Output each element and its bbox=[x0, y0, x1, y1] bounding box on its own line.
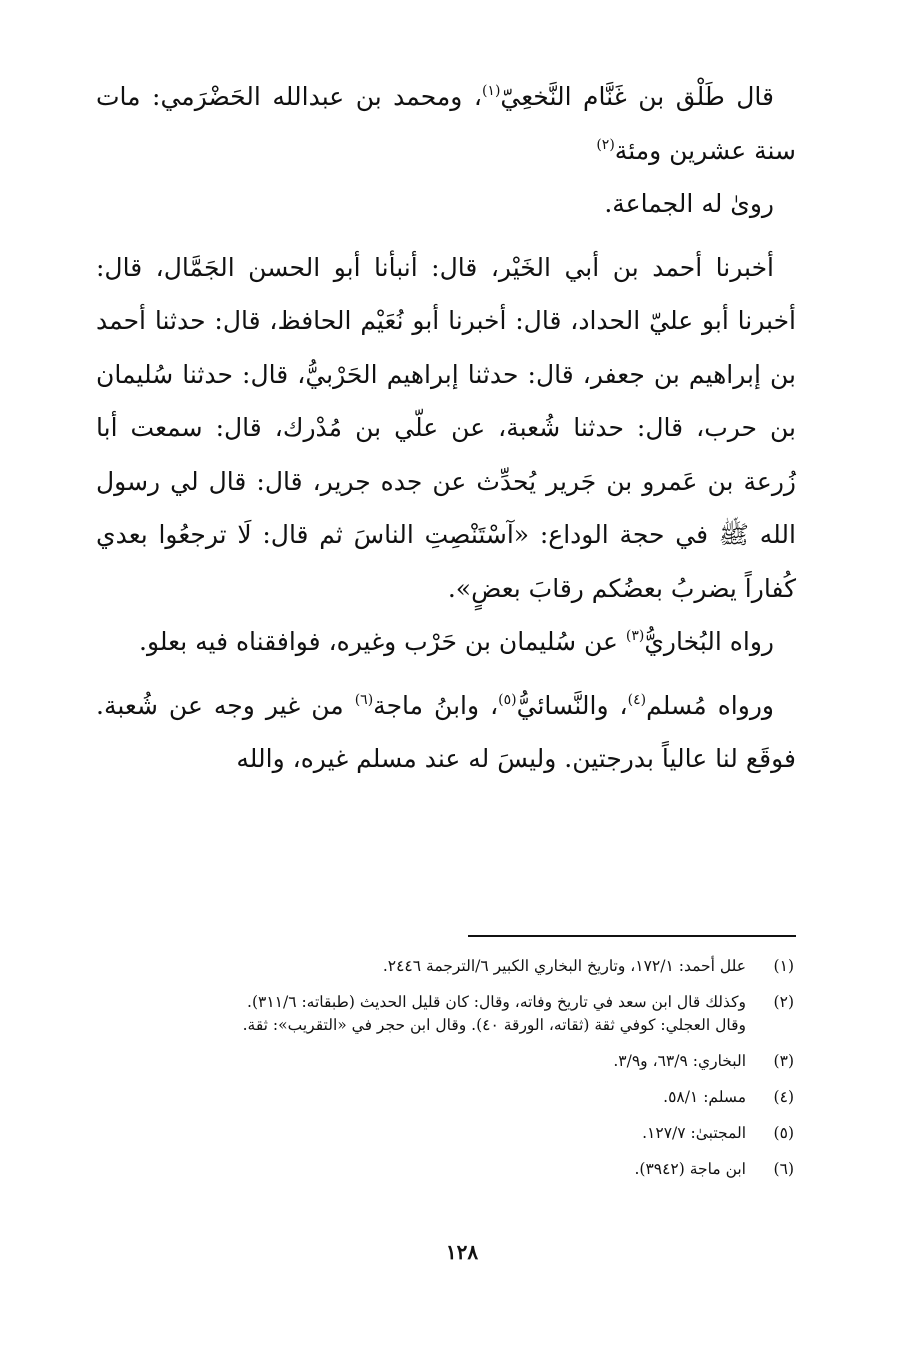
footnote-number: (٦) bbox=[773, 1160, 794, 1178]
footnote-text: وكذلك قال ابن سعد في تاريخ وفاته، وقال: كان قليل الحديث (طبقاته: ٣١١/٦). bbox=[247, 993, 746, 1011]
footnote-3 bbox=[96, 1050, 796, 1073]
footnote-ref-2[interactable]: (٢) bbox=[596, 136, 615, 153]
footnote-number: (٣) bbox=[773, 1052, 794, 1070]
paragraph-hadith-chain: أخبرنا أحمد بن أبي الخَيْر، قال: أنبأنا أبو الحسن الجَمَّال، قال: أخبرنا أبو عليّ الحداد، قال: أخبرنا أبو نُعَيْم الحافظ، قال: حدثنا أحمد بن إبراهيم بن جعفر، قال: حدثنا إبراهيم الحَرْبيُّ، قال: حدثنا سُليمان بن حرب، قال: حدثنا شُعبة، عن علّي بن مُدْرك، قال: سمعت أبا زُرعة بن عَمرو بن جَرير يُحدِّث عن جده جرير، قال: قال لي رسول الله ﷺ في حجة الوداع: «آسْتَنْصِتِ الناسَ ثم قال: لَا ترجعُوا بعدي كُفاراً يضربُ بعضُكم رقابَ بعضٍ». bbox=[96, 252, 796, 603]
footnote-ref-1[interactable]: (١) bbox=[481, 83, 501, 99]
footnote-text: البخاري: ٦٣/٩، و٣/٩. bbox=[613, 1052, 746, 1070]
footnote-5 bbox=[96, 1122, 796, 1145]
footnote-number: (٤) bbox=[773, 1088, 794, 1106]
footnote-text: ابن ماجة (٣٩٤٢). bbox=[634, 1160, 746, 1178]
footnote-number: (١) bbox=[773, 957, 794, 975]
footnote-4 bbox=[96, 1086, 796, 1109]
footnote-ref-6[interactable]: (٦) bbox=[354, 691, 374, 708]
footnote-divider bbox=[468, 935, 796, 937]
footnote-ref-4[interactable]: (٤) bbox=[627, 691, 647, 708]
paragraph-transmitters: روىٰ له الجماعة. bbox=[604, 189, 774, 218]
footnote-2 bbox=[96, 991, 796, 1037]
footnotes bbox=[96, 955, 796, 1194]
page-number: ١٢٨ bbox=[445, 1240, 479, 1264]
footnote-ref-3[interactable]: (٣) bbox=[625, 628, 645, 644]
footnote-text: علل أحمد: ١٧٢/١، وتاريخ البخاري الكبير ٦/الترجمة ٢٤٤٦. bbox=[382, 957, 746, 975]
footnote-6 bbox=[96, 1158, 796, 1181]
footnote-1 bbox=[96, 955, 796, 978]
footnote-number: (٥) bbox=[773, 1124, 794, 1142]
footnote-text: وقال العجلي: كوفي ثقة (ثقاته، الورقة ٤٠). وقال ابن حجر في «التقريب»: ثقة. bbox=[242, 1016, 746, 1034]
footnote-number: (٢) bbox=[773, 993, 794, 1011]
footnote-ref-5[interactable]: (٥) bbox=[498, 691, 517, 708]
paragraph-narrator-death: قال طَلْق بن غَنَّام النَّخعِيّ$^{(١)}$، ومحمد بن عبدالله الحَضْرَمي: مات سنة عشرين ومئة$^{(٢)}$ bbox=[96, 82, 796, 165]
paragraph-bukhari: رواه البُخاريُّ$^{(٣)}$ عن سُليمان بن حَرْب وغيره، فوافقناه فيه بعلو. bbox=[139, 627, 774, 656]
footnote-text: المجتبىٰ: ١٢٧/٧. bbox=[642, 1124, 746, 1142]
footnote-text: مسلم: ٥٨/١. bbox=[663, 1088, 746, 1106]
main-text bbox=[96, 70, 796, 786]
paragraph-other-sources: ورواه مُسلم$^{(٤)}$، والنَّسائيُّ$^{(٥)}$، وابنُ ماجة$^{(٦)}$ من غير وجه عن شُعبة. فوقَع لنا عالياً بدرجتين. وليسَ له عند مسلم غيره، والله bbox=[96, 690, 796, 773]
